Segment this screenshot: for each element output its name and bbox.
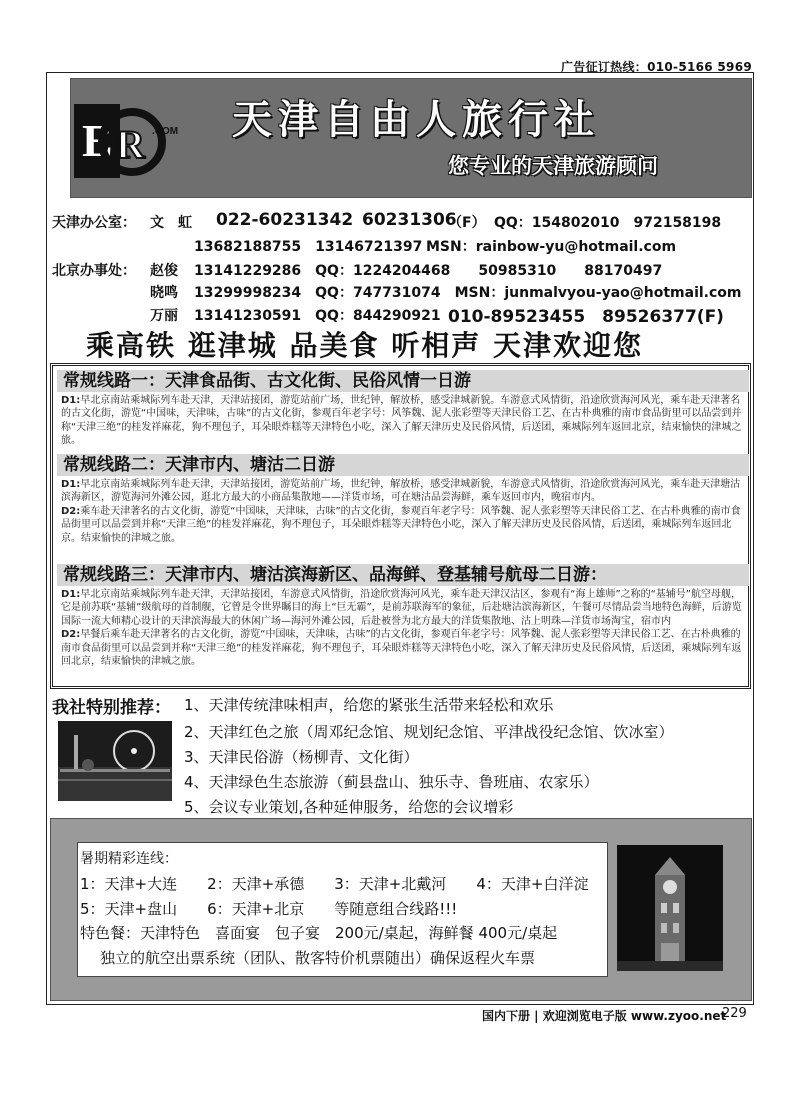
summer-line-3: 特色餐：天津特色 喜面宴 包子宴 200元/桌起，海鲜餐 400元/桌起: [80, 924, 558, 942]
tianjin-fax-mark: （F）: [448, 215, 486, 231]
recommend-item-3: 3、天津民俗游（杨柳青、文化街）: [184, 748, 419, 766]
route-1-title: 常规线路一：天津食品街、古文化街、民俗风情一日游: [57, 370, 749, 392]
summer-line-4: 独立的航空出票系统（团队、散客特价机票随出）确保返程火车票: [100, 949, 536, 967]
night-ferris-wheel-photo: [58, 721, 172, 801]
agency-logo: [70, 96, 180, 186]
route-3-d1: 早北京南站乘城际列车赴天津，天津站接团，车游意式风情街，沿途欣赏海河风光，乘车赴天津汉沽区，参观有“海上雄师”之称的“基辅号”航空母舰，它是前苏联“基辅”级航母的首制舰，它曾是令世界瞩目的海上“巨无霸”，是前苏联海军的象征，后赴塘沽滨海新区，午餐可尽情品尝当地特色海鲜，后游览国际一流大师精心设计的天津滨海最大的休闲广场—海河外滩公园，后赴被誉为北方最大的洋货集散地、沽上明珠—洋货市场淘宝，宿市内: [61, 589, 742, 627]
ad-hotline: 广告征订热线：010-5166 5969: [560, 60, 752, 74]
tianjin-qq: QQ：154802010 972158198: [494, 215, 722, 231]
route-2-title: 常规线路二：天津市内、塘沽二日游: [57, 454, 749, 476]
summer-line-2: 5：天津+盘山 6：天津+北京 等随意组合线路!!!: [80, 900, 458, 918]
logo-letter-e: E: [82, 115, 113, 166]
beijing-contact-3-info: 13141230591 QQ：844290921: [194, 308, 441, 324]
tianjin-phone: 022-60231342: [216, 210, 354, 230]
recommend-item-5: 5、会议专业策划,各种延伸服务，给您的会议增彩: [184, 798, 514, 816]
route-2-d2-label: D2:: [61, 505, 81, 517]
route-3-d2-label: D2:: [61, 629, 81, 641]
recommend-item-1: 1、天津传统津味相声，给您的紧张生活带来轻松和欢乐: [184, 696, 554, 714]
page-number: 229: [722, 1006, 747, 1021]
route-1-d1-label: D1:: [61, 395, 81, 406]
route-3-d1-label: D1:: [61, 589, 81, 600]
tianjin-mobiles: 13682188755 13146721397: [194, 239, 423, 255]
tagline: 乘高铁 逛津城 品美食 听相声 天津欢迎您: [86, 329, 643, 362]
beijing-contact-3-phone: 010-89523455 89526377(F): [448, 307, 724, 327]
route-2-d1: 早北京南站乘城际列车赴天津，天津站接团，游览站前广场，世纪钟，解放桥，感受津城新貌，车游意式风情街，沿途欣赏海河风光，乘车赴天津塘沽滨海新区，游览海河外滩公园，逛北方最大的小商品集散地——洋货市场，可在塘沽品尝海鲜，乘车返回市内，晚宿市内。: [61, 479, 741, 504]
route-3-d2: 早餐后乘车赴天津著名的古文化街，游览“中国味，天津味，古味”的古文化街，参观百年老字号：风筝魏、泥人张彩塑等天津民俗工艺、在古朴典雅的南市食品街里可以品尝到并称“天津三绝”的桂发祥麻花，狗不理包子，耳朵眼炸糕等天津特色小吃，深入了解天津历史及民俗风情，后送团，乘城际列车返回北京，结束愉快的津城之旅。: [61, 629, 742, 668]
route-2-d1-label: D1:: [61, 479, 81, 490]
route-3-title: 常规线路三：天津市内、塘沽滨海新区、品海鲜、登基辅号航母二日游：: [57, 564, 749, 586]
beijing-contact-2-name: 晓鸣: [150, 285, 178, 301]
logo-letter-r: R: [116, 122, 145, 167]
logo-com: .COM: [152, 126, 179, 137]
routes-box: [50, 363, 751, 689]
footer-text: 国内下册 | 欢迎浏览电子版 www.zyoo.net: [482, 1009, 727, 1023]
beijing-contact-1-info: 13141229286 QQ：1224204468 50985310 88170497: [194, 263, 663, 279]
beijing-contact-3-name: 万丽: [150, 308, 178, 324]
recommend-item-4: 4、天津绿色生态旅游（蓟县盘山、独乐寺、鲁班庙、农家乐）: [184, 773, 599, 791]
tianjin-office-label: 天津办公室：: [52, 215, 136, 231]
tianjin-contact-name: 文 虹: [150, 215, 192, 231]
beijing-contact-1-name: 赵俊: [150, 263, 178, 279]
tianjin-msn: MSN：rainbow-yu@hotmail.com: [426, 239, 677, 255]
route-1-d1: 早北京南站乘城际列车赴天津，天津站接团，游览站前广场，世纪钟，解放桥，感受津城新貌。车游意式风情街，沿途欣赏海河风光，乘车赴天津著名的古文化街，游览“中国味，天津味，古味”的古文化街，参观百年老字号：风筝魏、泥人张彩塑等天津民俗工艺、在古朴典雅的南市食品街里可以品尝到并称“天津三绝”的桂发祥麻花，狗不理包子，耳朵眼炸糕等天津特色小吃，深入了解天津历史及民俗风情，后送团，乘城际列车返回北京，结束愉快的津城之旅。: [61, 395, 742, 447]
summer-title: 暑期精彩连线：: [80, 851, 178, 867]
route-2-body: [61, 478, 745, 545]
company-slogan: 您专业的天津旅游顾问: [448, 154, 658, 178]
route-2-d2: 乘车赴天津著名的古文化街，游览“中国味，天津味，古味”的古文化街，参观百年老字号：风筝魏、泥人张彩塑等天津民俗工艺、在古朴典雅的南市食品街里可以品尝到并称“天津三绝”的桂发祥麻花，狗不理包子，耳朵眼炸糕等天津特色小吃，深入了解天津历史及民俗风情，后送团，乘城际列车返回北京。结束愉快的津城之旅。: [61, 505, 741, 544]
recommend-title: 我社特别推荐：: [52, 698, 171, 718]
tianjin-phone-fax: 60231306: [362, 210, 457, 230]
beijing-contact-2-info: 13299998234 QQ：747731074 MSN：junmalvyou-yao@hotmail.com: [194, 285, 742, 301]
recommend-item-2: 2、天津红色之旅（周邓纪念馆、规划纪念馆、平津战役纪念馆、饮冰室）: [184, 723, 674, 741]
route-3-body: [61, 588, 745, 668]
route-1-body: [61, 394, 745, 448]
beijing-office-label: 北京办事处：: [52, 263, 136, 279]
company-name: 天津自由人旅行社: [232, 97, 600, 143]
summer-line-1: 1：天津+大连 2：天津+承德 3：天津+北戴河 4：天津+白洋淀: [80, 875, 589, 893]
clock-tower-photo: [617, 845, 723, 971]
